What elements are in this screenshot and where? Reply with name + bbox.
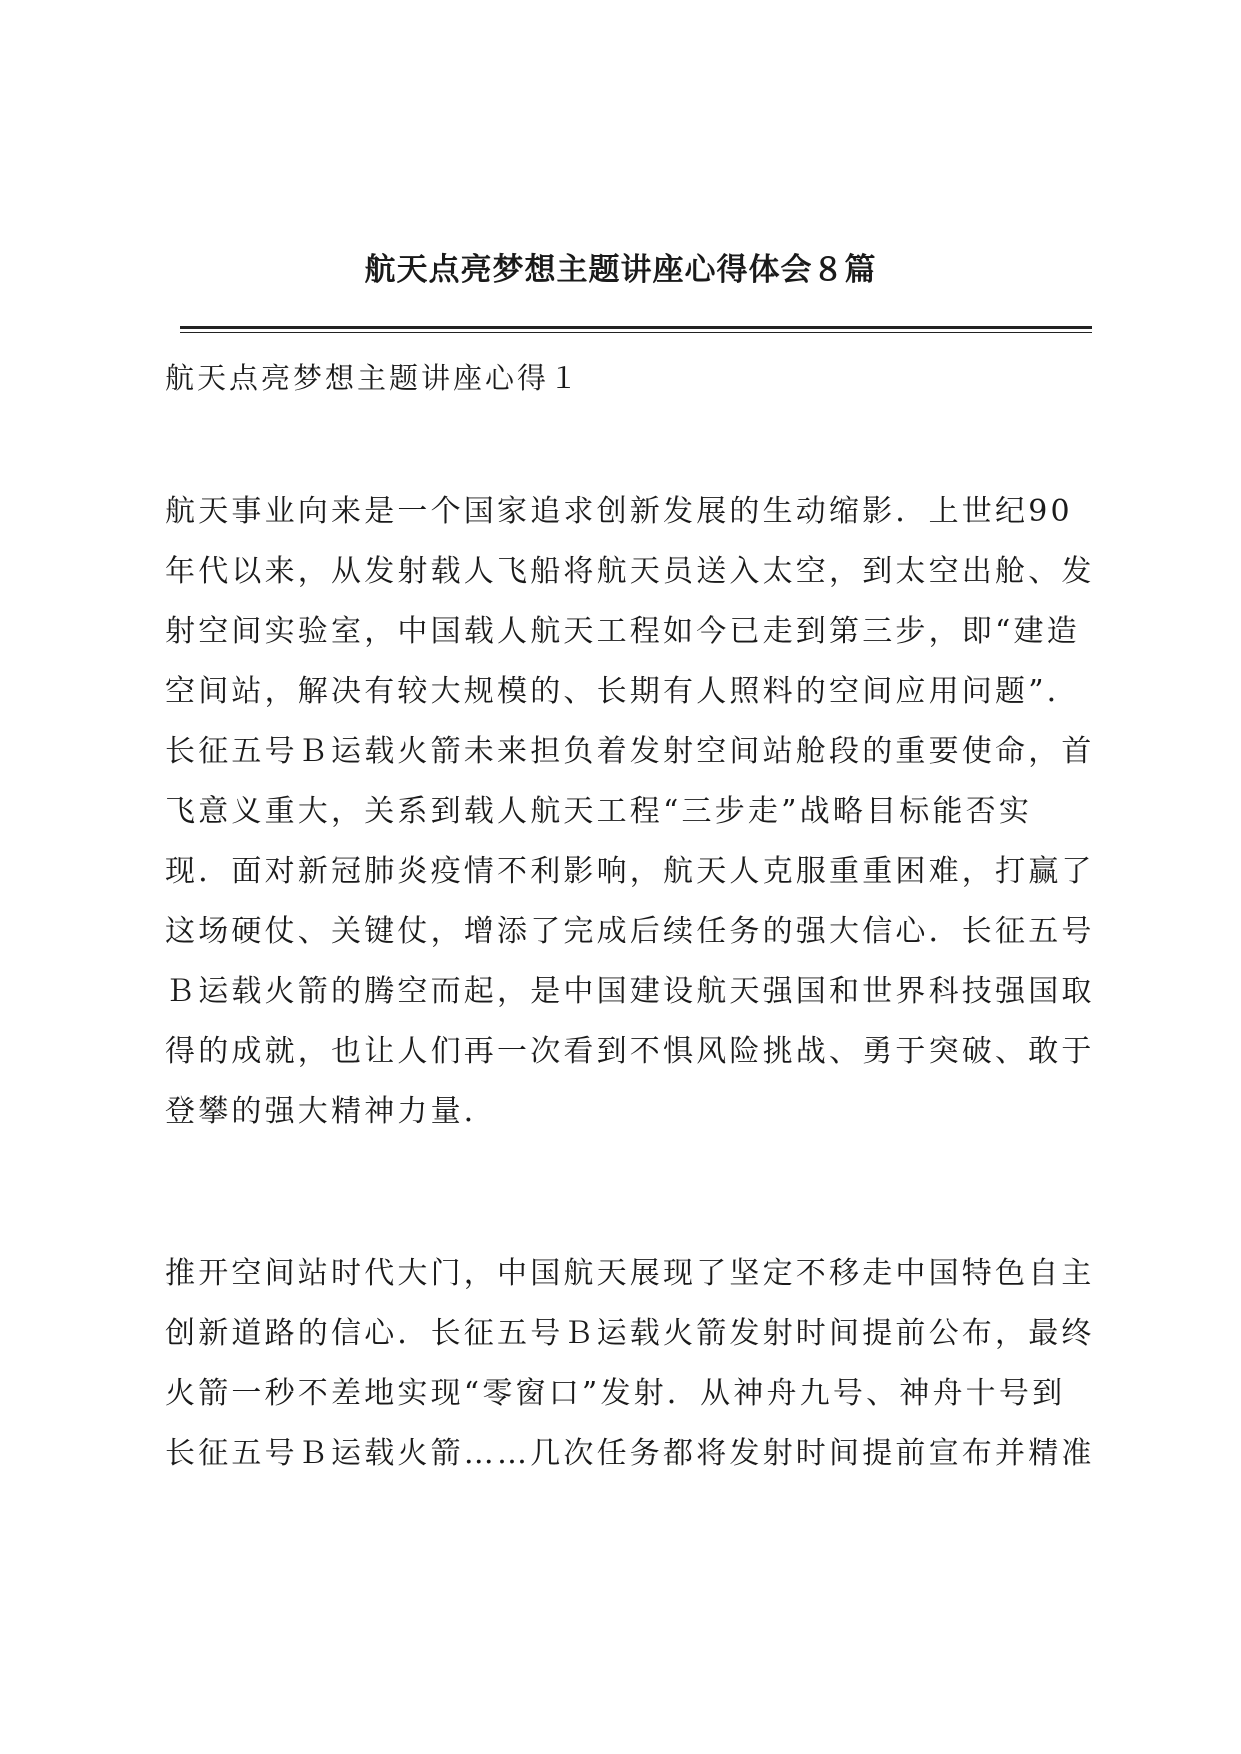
paragraph-line: 火箭一秒不差地实现“零窗口”发射．从神舟九号、神舟十号到 xyxy=(165,1376,1066,1411)
paragraph-line: 长征五号Ｂ运载火箭未来担负着发射空间站舱段的重要使命，首 xyxy=(165,734,1095,769)
section-heading: 航天点亮梦想主题讲座心得１ xyxy=(165,361,582,395)
document-title: 航天点亮梦想主题讲座心得体会８篇 xyxy=(364,252,877,288)
paragraph-line: 航天事业向来是一个国家追求创新发展的生动缩影．上世纪90 xyxy=(165,494,1073,529)
paragraph-line: 这场硬仗、关键仗，增添了完成后续任务的强大信心．长征五号 xyxy=(165,914,1095,949)
paragraph-line: 登攀的强大精神力量． xyxy=(165,1094,497,1129)
paragraph-line: 年代以来，从发射载人飞船将航天员送入太空，到太空出舱、发 xyxy=(165,554,1095,589)
paragraph-line: 推开空间站时代大门，中国航天展现了坚定不移走中国特色自主 xyxy=(165,1256,1095,1291)
title-divider-thick xyxy=(180,326,1092,329)
paragraph-line: 空间站，解决有较大规模的、长期有人照料的空间应用问题”． xyxy=(165,674,1080,709)
paragraph-2 xyxy=(165,1244,1095,1484)
paragraph-line: 现．面对新冠肺炎疫情不利影响，航天人克服重重困难，打赢了 xyxy=(165,854,1095,889)
paragraph-line: 得的成就，也让人们再一次看到不惧风险挑战、勇于突破、敢于 xyxy=(165,1034,1095,1069)
paragraph-line: Ｂ运载火箭的腾空而起，是中国建设航天强国和世界科技强国取 xyxy=(165,974,1095,1009)
paragraph-1 xyxy=(165,482,1095,1142)
paragraph-line: 射空间实验室，中国载人航天工程如今已走到第三步，即“建造 xyxy=(165,614,1080,649)
paragraph-line: 创新道路的信心．长征五号Ｂ运载火箭发射时间提前公布，最终 xyxy=(165,1316,1095,1351)
paragraph-line: 长征五号Ｂ运载火箭……几次任务都将发射时间提前宣布并精准 xyxy=(165,1436,1095,1471)
paragraph-line: 飞意义重大，关系到载人航天工程“三步走”战略目标能否实 xyxy=(165,794,1033,829)
title-divider-thin xyxy=(180,332,1092,333)
